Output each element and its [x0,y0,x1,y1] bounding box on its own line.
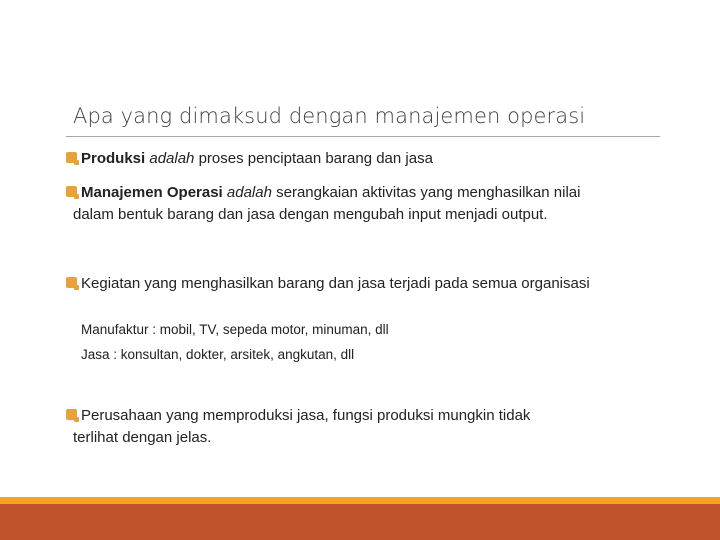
bullet-manajemen-operasi-continuation: dalam bentuk barang dan jasa dengan mengubah input menjadi output. [73,206,548,223]
bullet-kegiatan-text: Kegiatan yang menghasilkan barang dan jasa terjadi pada semua organisasi [81,275,590,292]
term-manajemen-operasi: Manajemen Operasi [81,184,223,201]
bullet-perusahaan [66,405,530,427]
connector-adalah: adalah [149,150,195,167]
sub-item-jasa: Jasa : konsultan, dokter, arsitek, angkutan, dll [81,347,355,362]
bullet-manajemen-operasi [66,182,580,204]
term-produksi: Produksi [81,150,146,167]
slide-title: Apa yang dimaksud dengan manajemen operasi [73,104,586,128]
connector-adalah: adalah [226,184,272,201]
bullet-perusahaan-text: Perusahaan yang memproduksi jasa, fungsi produksi mungkin tidak [81,407,531,424]
q-square-bullet-icon [66,186,77,197]
q-square-bullet-icon [66,409,77,420]
bullet-produksi [66,148,433,170]
sub-item-manufaktur: Manufaktur : mobil, TV, sepeda motor, minuman, dll [81,322,389,337]
title-divider [66,136,660,137]
footer-accent-bar [0,497,720,504]
definition-manajemen-operasi: serangkaian aktivitas yang menghasilkan nilai [276,184,581,201]
bullet-perusahaan-continuation: terlihat dengan jelas. [73,429,212,446]
definition-produksi: proses penciptaan barang dan jasa [198,150,433,167]
q-square-bullet-icon [66,277,77,288]
footer-bar [0,504,720,540]
q-square-bullet-icon [66,152,77,163]
bullet-kegiatan [66,273,590,295]
